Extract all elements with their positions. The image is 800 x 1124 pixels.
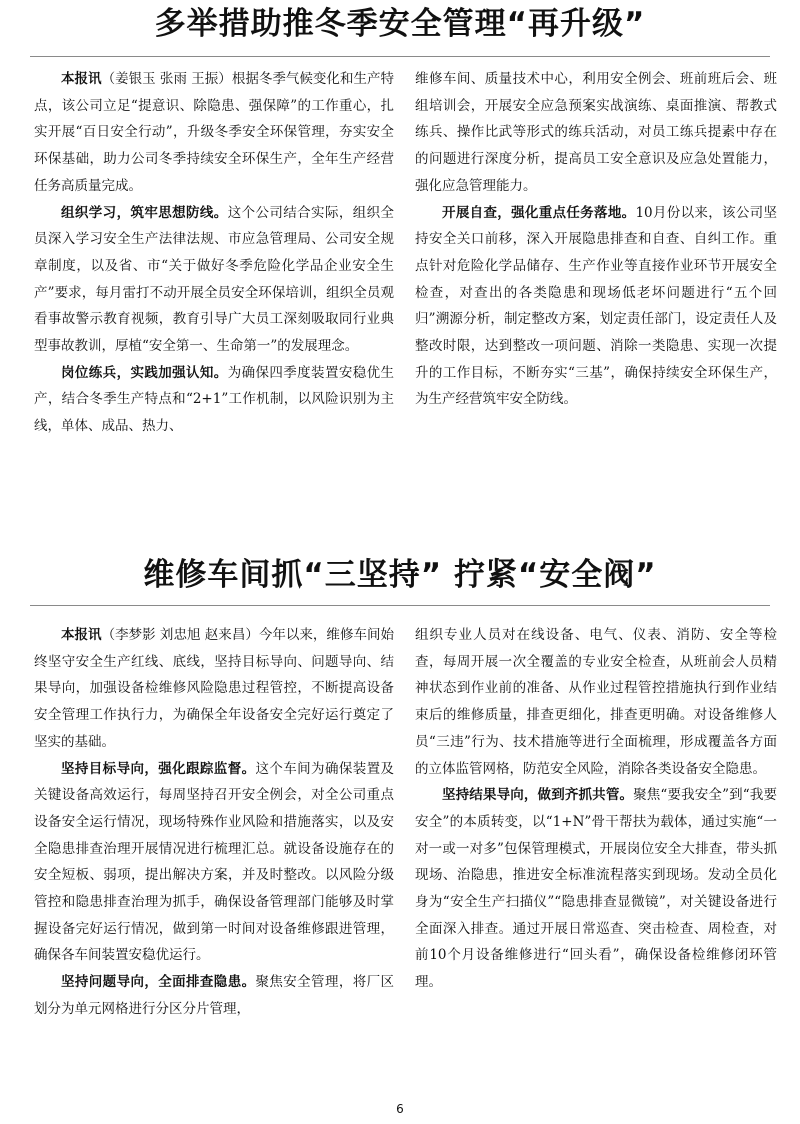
article-1-paragraph [415, 66, 777, 200]
article-2-paragraph [415, 782, 777, 996]
article-2-paragraph [34, 756, 394, 970]
paragraph-text: 聚焦“要我安全”到“我要安全”的本质转变，以“1+N”骨干帮扶为载体，通过实施“一对一或一对多”包保管理模式，开展岗位安全大排查，带头抓现场、治隐患，推进安全标准流程落实到现场。发动全员化身为“安全生产扫描仪”“隐患排查显微镜”，对关键设备进行全面深入排查。通过开展日常巡查、突击检查、周检查，对前10个月设备维修进行“回头看”，确保设备检维修闭环管理。 [415, 787, 777, 991]
section-lead: 坚持问题导向，全面排查隐患。 [61, 974, 256, 991]
article-1-left-column [34, 66, 394, 536]
article-1-right-column [415, 66, 777, 536]
section-lead: 组织学习，筑牢思想防线。 [61, 204, 228, 221]
article-2-left-column [34, 622, 394, 1092]
section-lead: 开展自查，强化重点任务落地。 [442, 204, 636, 221]
paragraph-text: 10月份以来，该公司坚持安全关口前移，深入开展隐患排查和自查、自纠工作。重点针对危险化学品储存、生产作业等直接作业环节开展安全检查，对查出的各类隐患和现场低老坏问题进行“五个回归”溯源分析，制定整改方案，划定责任部门，设定责任人及整改时限，达到整改一项问题、消除一类隐患、实现一次提升的工作目标，不断夯实“三基”，确保持续安全环保生产，为生产经营筑牢安全防线。 [415, 204, 777, 408]
paragraph-text: 聚焦安全管理，将厂区划分为单元网格进行分区分片管理， [34, 974, 394, 1017]
dateline: 本报讯 [61, 71, 102, 87]
dateline: 本报讯 [61, 627, 102, 643]
headline-divider [30, 605, 770, 606]
page-number: 6 [396, 1102, 404, 1116]
paragraph-text: 这个车间为确保装置及关键设备高效运行，每周坚持召开安全例会，对全公司重点设备安全运行情况，现场特殊作业风险和措施落实，以及安全隐患排查治理开展情况进行梳理汇总。就设备设施存在的安全短板、弱项，提出解决方案，并及时整改。以风险分级管控和隐患排查治理为抓手，确保设备管理部门能够及时掌握设备完好运行情况，做到第一时间对设备维修跟进管理，确保各车间装置安稳优运行。 [34, 760, 394, 964]
section-lead: 岗位练兵，实践加强认知。 [61, 364, 228, 381]
section-lead: 坚持结果导向，做到齐抓共管。 [442, 787, 634, 804]
article-2-paragraph [34, 622, 394, 756]
paragraph-text: 这个公司结合实际，组织全员深入学习安全生产法律法规、市应急管理局、公司安全规章制度，以及省、市“关于做好冬季危险化学品企业安全生产”要求，每月雷打不动开展全员安全环保培训，组织全员观看事故警示教育视频，教育引导广大员工深刻吸取同行业典型事故教训，厚植“安全第一、生命第一”的发展理念。 [34, 204, 394, 355]
article-2-headline: 维修车间抓“三坚持” 拧紧“安全阀” [143, 557, 657, 593]
paragraph-text: （姜银玉 张雨 王振）根据冬季气候变化和生产特点，该公司立足“提意识、除隐患、强保障”的工作重心，扎实开展“百日安全行动”，升级冬季安全环保管理，夯实安全环保基础，助力公司冬季持续安全环保生产，全年生产经营任务高质量完成。 [34, 71, 394, 194]
article-2-paragraph [34, 969, 394, 1022]
article-1-paragraph [34, 200, 394, 360]
article-1-paragraph [34, 360, 394, 440]
paragraph-text: 组织专业人员对在线设备、电气、仪表、消防、安全等检查，每周开展一次全覆盖的专业安全检查，从班前会人员精神状态到作业前的准备、从作业过程管控措施执行到作业结束后的维修质量，排查更细化，排查更明确。对设备维修人员“三违”行为、技术措施等进行全面梳理，形成覆盖各方面的立体监管网格，防范安全风险，消除各类设备安全隐患。 [415, 627, 777, 777]
paragraph-text: 维修车间、质量技术中心，利用安全例会、班前班后会、班组培训会，开展安全应急预案实战演练、桌面推演、帮教式练兵、操作比武等形式的练兵活动，对员工练兵提素中存在的问题进行深度分析，提高员工安全意识及应急处置能力，强化应急管理能力。 [415, 71, 777, 194]
headline-divider [30, 56, 770, 57]
article-1-headline: 多举措助推冬季安全管理“再升级” [154, 6, 646, 42]
paragraph-text: （李梦影 刘忠旭 赵来昌）今年以来，维修车间始终坚守安全生产红线、底线，坚持目标导向、问题导向、结果导向，加强设备检维修风险隐患过程管控，不断提高设备安全管理工作执行力，为确保全年设备安全完好运行奠定了坚实的基础。 [34, 627, 394, 750]
paragraph-text: 为确保四季度装置安稳优生产，结合冬季生产特点和“2+1”工作机制，以风险识别为主线，单体、成品、热力、 [34, 364, 394, 435]
article-1-paragraph [415, 200, 777, 414]
section-lead: 坚持目标导向，强化跟踪监督。 [61, 760, 256, 777]
article-2-right-column [415, 622, 777, 1092]
article-1-paragraph [34, 66, 394, 200]
article-2-paragraph [415, 622, 777, 782]
